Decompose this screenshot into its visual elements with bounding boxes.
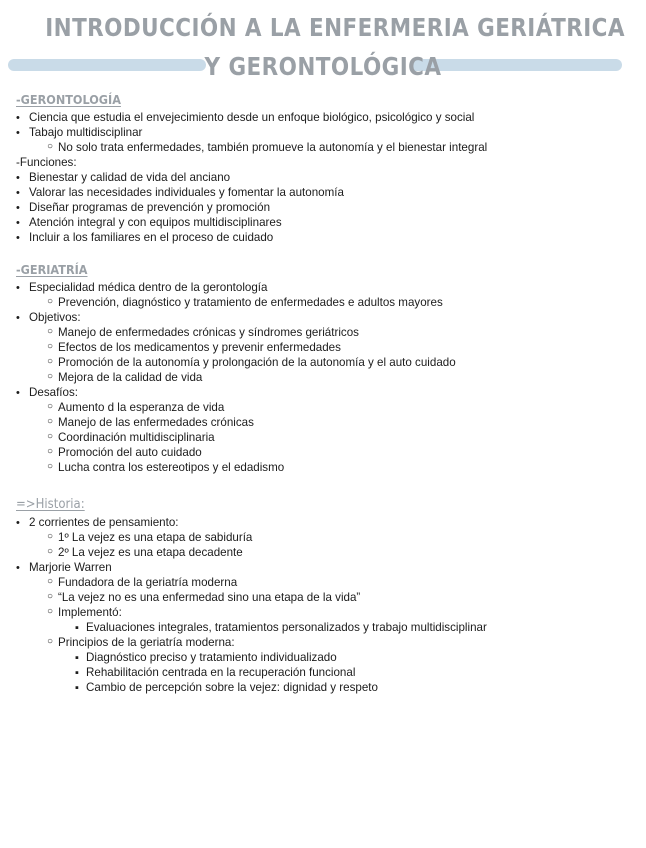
list-item: ○ Aumento d la esperanza de vida: [47, 401, 225, 414]
list-item: • Valorar las necesidades individuales y fomentar la autonomía: [16, 186, 344, 199]
list-item: ○ Implementó:: [47, 606, 122, 619]
circle-marker: ○: [47, 326, 54, 337]
circle-marker: ○: [47, 606, 54, 617]
list-item: • Ciencia que estudia el envejecimiento desde un enfoque biológico, psicológico y social: [16, 111, 475, 124]
bullet-marker: •: [16, 232, 20, 244]
list-item: • Tabajo multidisciplinar: [16, 126, 143, 139]
list-item: • 2 corrientes de pensamiento:: [16, 516, 179, 529]
list-item: ▪ Diagnóstico preciso y tratamiento individualizado: [75, 651, 337, 664]
circle-marker: ○: [47, 141, 54, 152]
heading-gerontologia: -GERONTOLOGÍA: [16, 92, 121, 107]
bullet-marker: •: [16, 112, 20, 124]
list-item: ○ Prevención, diagnóstico y tratamiento de enfermedades e adultos mayores: [47, 296, 443, 309]
list-item: ○ Promoción del auto cuidado: [47, 446, 202, 459]
circle-marker: ○: [47, 416, 54, 427]
list-item: ○ Manejo de enfermedades crónicas y síndromes geriátricos: [47, 326, 359, 339]
list-item: • Bienestar y calidad de vida del anciano: [16, 171, 231, 184]
circle-marker: ○: [47, 531, 54, 542]
list-item: • Diseñar programas de prevención y promoción: [16, 201, 271, 214]
list-item: ○ Mejora de la calidad de vida: [47, 371, 203, 384]
list-item: ○ Fundadora de la geriatría moderna: [47, 576, 238, 589]
list-item: ○ Promoción de la autonomía y prolongación de la autonomía y el auto cuidado: [47, 356, 456, 369]
list-item: • Marjorie Warren: [16, 561, 112, 574]
circle-marker: ○: [47, 591, 54, 602]
square-marker: ▪: [75, 652, 79, 664]
circle-marker: ○: [47, 636, 54, 647]
bullet-marker: •: [16, 387, 20, 399]
title-line-1: INTRODUCCIÓN A LA ENFERMERIA GERIÁTRICA: [45, 13, 625, 42]
square-marker: ▪: [75, 622, 79, 634]
list-item: ▪ Rehabilitación centrada en la recuperación funcional: [75, 666, 356, 679]
circle-marker: ○: [47, 576, 54, 587]
list-item: ○ No solo trata enfermedades, también promueve la autonomía y el bienestar integral: [47, 141, 488, 154]
funciones-label: -Funciones:: [16, 156, 77, 169]
circle-marker: ○: [47, 401, 54, 412]
bullet-marker: •: [16, 202, 20, 214]
circle-marker: ○: [47, 431, 54, 442]
bullet-marker: •: [16, 562, 20, 574]
list-item: ○ Coordinación multidisciplinaria: [47, 431, 215, 444]
circle-marker: ○: [47, 446, 54, 457]
bullet-marker: •: [16, 127, 20, 139]
bullet-marker: •: [16, 187, 20, 199]
bullet-marker: •: [16, 517, 20, 529]
list-item: • Objetivos:: [16, 311, 81, 324]
list-item: ○ Principios de la geriatría moderna:: [47, 636, 235, 649]
list-item: • Incluir a los familiares en el proceso de cuidado: [16, 231, 274, 244]
list-item: ▪ Evaluaciones integrales, tratamientos personalizados y trabajo multidisciplinar: [75, 621, 487, 634]
list-item: • Especialidad médica dentro de la gerontología: [16, 281, 268, 294]
circle-marker: ○: [47, 356, 54, 367]
title-line-2: Y GERONTOLÓGICA: [204, 52, 442, 81]
circle-marker: ○: [47, 341, 54, 352]
circle-marker: ○: [47, 546, 54, 557]
heading-historia: =>Historia:: [16, 497, 85, 512]
list-item: ○ Manejo de las enfermedades crónicas: [47, 416, 254, 429]
list-item: ○ Lucha contra los estereotipos y el edadismo: [47, 461, 285, 474]
circle-marker: ○: [47, 461, 54, 472]
heading-geriatria: -GERIATRÍA: [16, 262, 88, 277]
list-item: ▪ Cambio de percepción sobre la vejez: dignidad y respeto: [75, 681, 378, 694]
circle-marker: ○: [47, 371, 54, 382]
list-item: ○ Efectos de los medicamentos y prevenir enfermedades: [47, 341, 341, 354]
list-item: ○ 2º La vejez es una etapa decadente: [47, 546, 243, 559]
list-item: ○ 1º La vejez es una etapa de sabiduría: [47, 531, 253, 544]
list-item: • Desafíos:: [16, 386, 78, 399]
list-item: ○ “La vejez no es una enfermedad sino una etapa de la vida”: [47, 591, 361, 604]
bullet-marker: •: [16, 282, 20, 294]
list-item: • Atención integral y con equipos multidisciplinares: [16, 216, 282, 229]
circle-marker: ○: [47, 296, 54, 307]
square-marker: ▪: [75, 667, 79, 679]
square-marker: ▪: [75, 682, 79, 694]
bullet-marker: •: [16, 217, 20, 229]
bullet-marker: •: [16, 172, 20, 184]
bullet-marker: •: [16, 312, 20, 324]
